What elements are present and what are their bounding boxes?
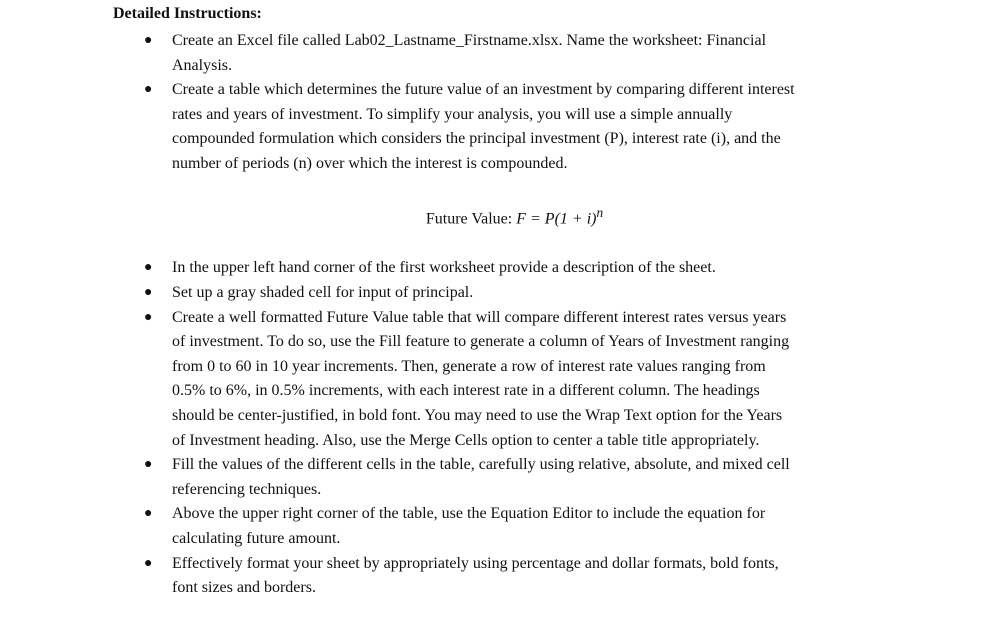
bullet-group-a bbox=[0, 29, 999, 177]
list-item-text: Fill the values of the different cells in the table, carefully using relative, absolute, and mixed cell bbox=[172, 456, 790, 474]
bullet-icon: ● bbox=[144, 506, 153, 522]
list-item-text: number of periods (n) over which the interest is compounded. bbox=[172, 154, 568, 172]
list-item-text: compounded formulation which considers the principal investment (P), interest rate (i), and the bbox=[172, 130, 781, 148]
list-item-text: font sizes and borders. bbox=[172, 579, 316, 597]
list-item-text: Effectively format your sheet by appropriately using percentage and dollar formats, bold fonts, bbox=[172, 554, 779, 572]
formula-equation: F = P(1 + i) bbox=[516, 209, 597, 227]
section-heading: Detailed Instructions: bbox=[113, 5, 262, 22]
list-item-text: Create an Excel file called Lab02_Lastname_Firstname.xlsx. Name the worksheet: Financial bbox=[172, 32, 767, 49]
bullet-icon: ● bbox=[144, 309, 153, 325]
list-item bbox=[0, 29, 999, 78]
list-item-text: 0.5% to 6%, in 0.5% increments, with each interest rate in a different column. The headings bbox=[172, 382, 760, 400]
bullet-icon: ● bbox=[144, 457, 153, 473]
list-item bbox=[0, 502, 999, 551]
list-item-text: calculating future amount. bbox=[172, 530, 341, 548]
list-item-text: Set up a gray shaded cell for input of principal. bbox=[172, 284, 474, 302]
list-item-text: Create a well formatted Future Value table that will compare different interest rates versus years bbox=[172, 308, 787, 326]
list-item bbox=[0, 306, 999, 454]
list-item bbox=[0, 78, 999, 176]
list-item-text: of Investment heading. Also, use the Merge Cells option to center a table title appropriately. bbox=[172, 431, 760, 449]
list-item bbox=[0, 281, 999, 306]
list-item-text: Create a table which determines the future value of an investment by comparing different interest bbox=[172, 81, 795, 99]
formula-exponent: n bbox=[596, 204, 604, 220]
list-item-text: Above the upper right corner of the table, use the Equation Editor to include the equation for bbox=[172, 505, 766, 523]
instructions-list bbox=[0, 29, 999, 601]
bullet-icon: ● bbox=[144, 285, 153, 301]
list-item-text: referencing techniques. bbox=[172, 480, 322, 498]
bullet-group-b bbox=[0, 256, 999, 600]
list-item-text: rates and years of investment. To simplify your analysis, you will use a simple annually bbox=[172, 105, 733, 123]
list-item-text: In the upper left hand corner of the first worksheet provide a description of the sheet. bbox=[172, 259, 716, 277]
list-item bbox=[0, 256, 999, 281]
list-item bbox=[0, 552, 999, 601]
bullet-icon: ● bbox=[144, 555, 153, 571]
future-value-formula bbox=[0, 201, 999, 232]
list-item-text: from 0 to 60 in 10 year increments. Then, generate a row of interest rate values ranging from bbox=[172, 357, 766, 375]
bullet-icon: ● bbox=[144, 82, 153, 98]
list-item-text: should be center-justified, in bold font. You may need to use the Wrap Text option for the Years bbox=[172, 407, 783, 425]
list-item bbox=[0, 453, 999, 502]
bullet-icon: ● bbox=[144, 33, 153, 48]
list-item-text: of investment. To do so, use the Fill feature to generate a column of Years of Investment ranging bbox=[172, 333, 790, 351]
bullet-icon: ● bbox=[144, 260, 153, 276]
list-item-text: Analysis. bbox=[172, 56, 232, 74]
formula-label: Future Value: bbox=[425, 209, 513, 227]
